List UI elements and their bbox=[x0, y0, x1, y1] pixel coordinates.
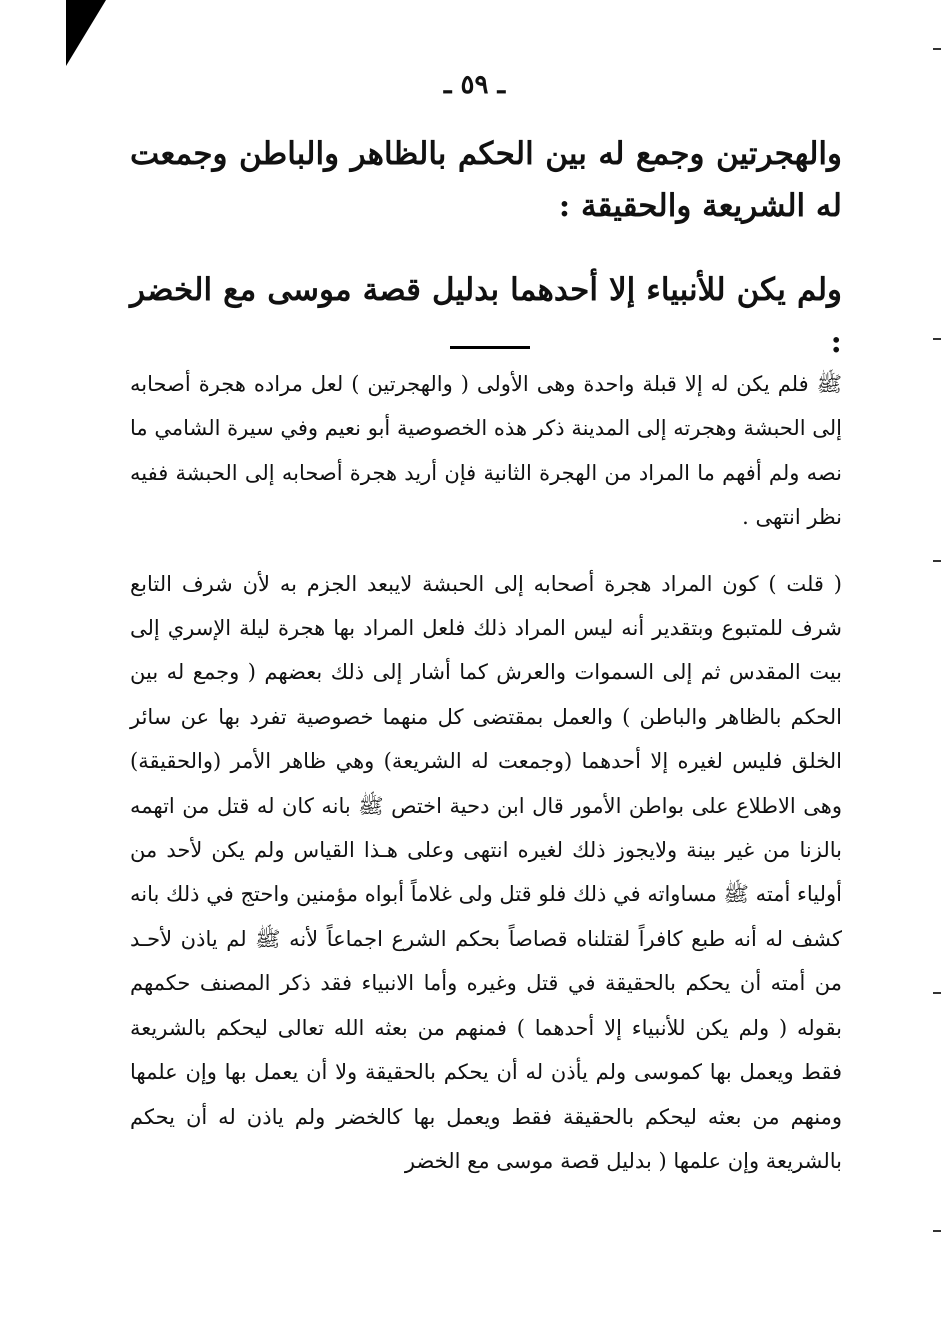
scan-corner-mark bbox=[66, 0, 106, 66]
commentary-paragraph: ( قلت ) كون المراد هجرة أصحابه إلى الحبشة لايبعد الجزم به لأن شرف التابع شرف للمتبوع وبتقدير أنه ليس المراد ذلك فلعل المراد بها هجرة ليلة الإسري إلى بيت المقدس ثم إلى السموات والعرش كما أشار إلى ذلك بعضهم ( وجمع له بين الحكم بالظاهر والباطن ) والعمل بمقتضى كل منهما خصوصية تفرد بها عن سائر الخلق فليس لغيره إلا أحدهما (وجمعت له الشريعة) وهي ظاهر الأمر (والحقيقة) وهى الاطلاع على بواطن الأمور قال ابن دحية اختص ﷺ بانه كان له قتل من اتهمه بالزنا من غير بينة ولايجوز ذلك لغيره انتهى وعلى هـذا القياس ولم يكن لأحد من أولياء أمته ﷺ مساواته في ذلك فلو قتل ولى غلاماً أبواه مؤمنين واحتج في ذلك بانه كشف له أنه طبع كافراً لقتلناه قصاصاً بحكم الشرع اجماعاً لأنه ﷺ لم ياذن لأحـد من أمته أن يحكم بالحقيقة في قتل وغيره وأما الانبياء فقد ذكر المصنف حكمهم بقوله ( ولم يكن للأنبياء إلا أحدهما ) فمنهم من بعثه الله تعالى ليحكم بالشريعة فقط ويعمل بها كموسى ولم يأذن له أن يحكم بالحقيقة ولا أن يعمل بها وإن علمها ومنهم من بعثه ليحكم بالحقيقة فقط ويعمل بها كالخضر ولم ياذن له أن يحكم بالشريعة وإن علمها ( بدليل قصة موسى مع الخضر bbox=[130, 571, 842, 1173]
scan-edge-mark bbox=[933, 1230, 941, 1232]
scan-edge-mark bbox=[933, 560, 941, 562]
scan-edge-mark bbox=[933, 992, 941, 994]
scan-edge-mark bbox=[933, 338, 941, 340]
commentary-paragraph: ﷺ فلم يكن له إلا قبلة واحدة وهى الأولى ( والهجرتين ) لعل مراده هجرة أصحابه إلى الحبشة وهجرته إلى المدينة ذكر هذه الخصوصية أبو نعيم وفي سيرة الشامي ما نصه ولم أفهم ما المراد من الهجرة الثانية فإن أريد هجرة أصحابه إلى الحبشة ففيه نظر انتهى . bbox=[130, 372, 842, 530]
matn-line: والهجرتين وجمع له بين الحكم بالظاهر والباطن وجمعت له الشريعة والحقيقة : bbox=[130, 136, 842, 224]
section-divider bbox=[450, 346, 530, 349]
matn-text bbox=[130, 128, 842, 368]
page-number: ـ ٥٩ ـ bbox=[443, 70, 506, 100]
commentary-text bbox=[130, 362, 842, 1183]
matn-line: ولم يكن للأنبياء إلا أحدهما بدليل قصة موسى مع الخضر : bbox=[130, 272, 842, 360]
scan-edge-mark bbox=[933, 48, 941, 50]
